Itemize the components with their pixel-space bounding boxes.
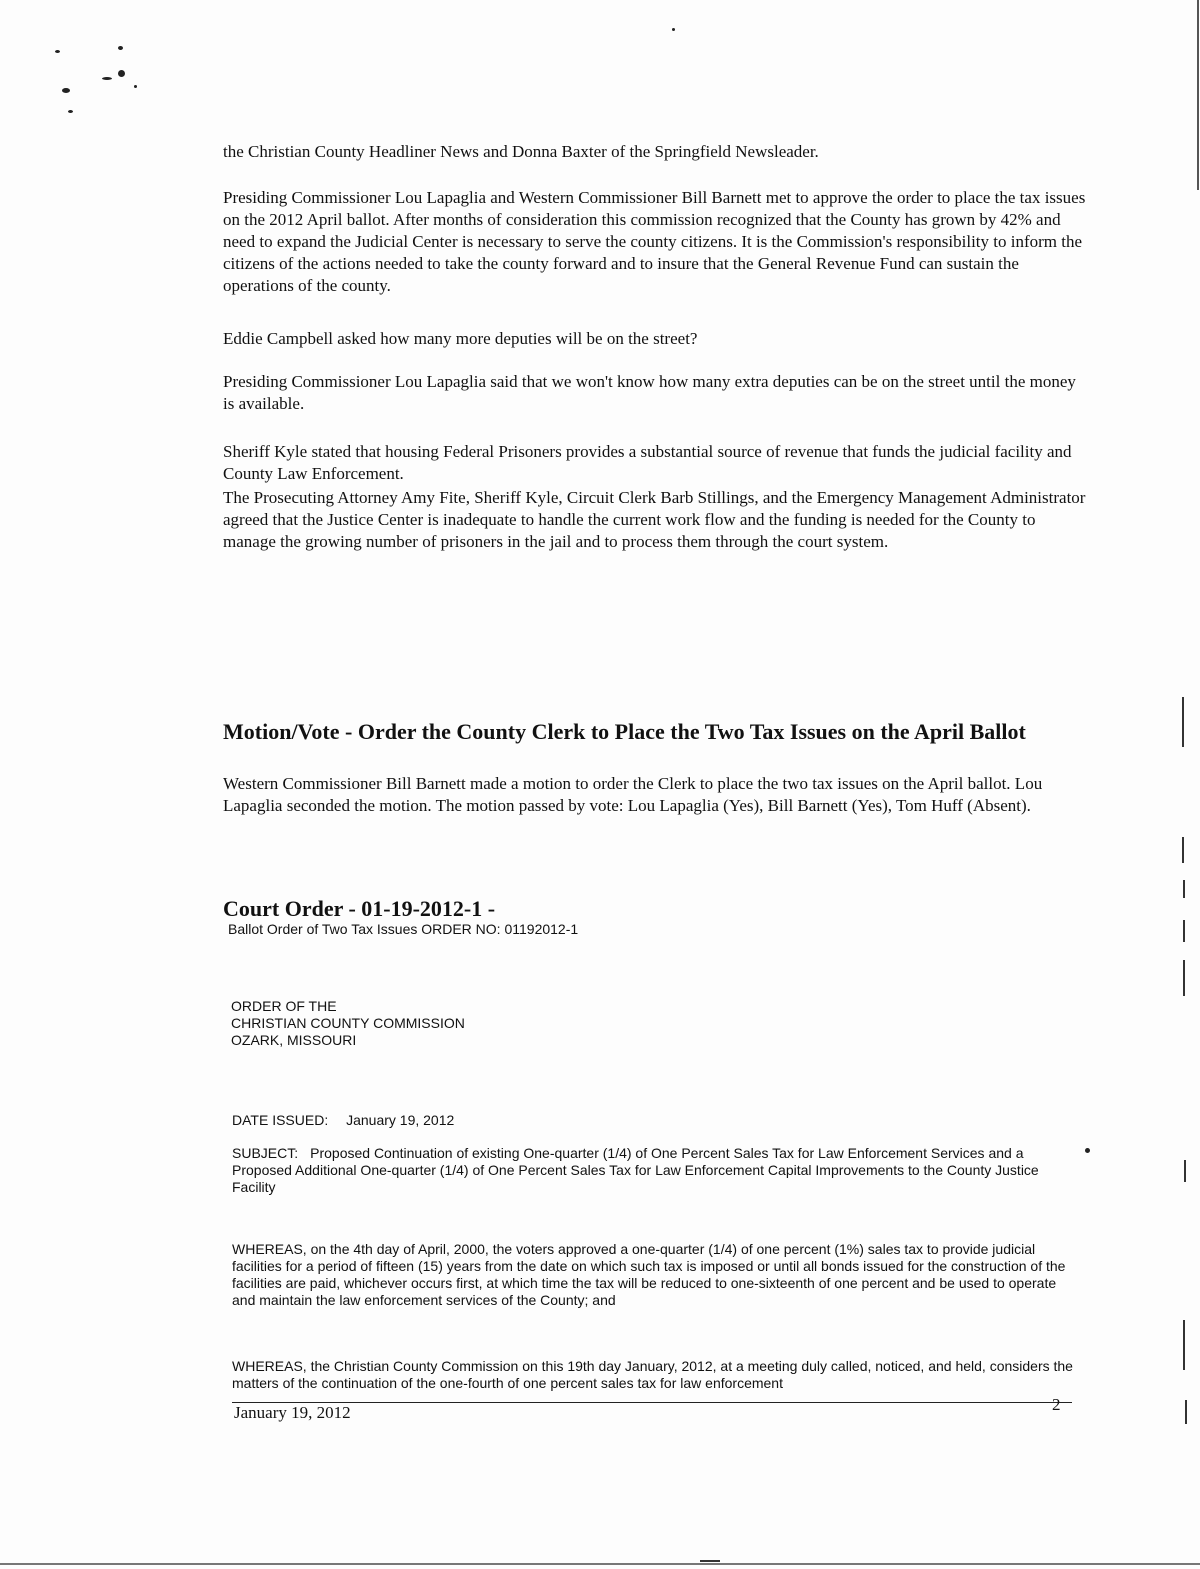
whereas-clause-1: WHEREAS, on the 4th day of April, 2000, the voters approved a one-quarter (1/4) of one percent (1%) sales tax to provide judicial facilities for a period of fifteen (15) years from the date on which such tax is imposed or until all bonds issued for the construction of the facilities are paid, whichever occurs first, at which time the tax will be reduced to one-sixteenth of one percent and be used to operate and maintain the law enforcement services of the County; and	[232, 1241, 1066, 1308]
scan-edge-bottom	[0, 1563, 1200, 1565]
scan-speck	[62, 88, 70, 93]
paragraph-lapaglia-answer: Presiding Commissioner Lou Lapaglia said that we won't know how many extra deputies can be on the street until the money is available.	[223, 372, 1076, 413]
scan-speck	[55, 50, 60, 53]
subject-row	[232, 1145, 1082, 1196]
scan-speck	[134, 85, 137, 88]
margin-mark	[700, 1560, 720, 1562]
order-header-line-3: OZARK, MISSOURI	[231, 1032, 357, 1048]
paragraph-campbell-question: Eddie Campbell asked how many more deputies will be on the street?	[223, 329, 698, 348]
margin-mark	[1183, 920, 1185, 942]
paragraph-sheriff-statement: Sheriff Kyle stated that housing Federal Prisoners provides a substantial source of revenue that funds the judicial facility and County Law Enforcement.	[223, 442, 1072, 483]
margin-mark	[1182, 837, 1184, 863]
order-header-line-1: ORDER OF THE	[231, 998, 337, 1014]
court-order-heading: Court Order - 01-19-2012-1 -	[223, 896, 496, 921]
order-header-line-2: CHRISTIAN COUNTY COMMISSION	[231, 1015, 465, 1031]
margin-mark	[1184, 1160, 1186, 1182]
scan-speck	[118, 46, 123, 50]
paragraph-press: the Christian County Headliner News and Donna Baxter of the Springfield Newsleader.	[223, 142, 819, 161]
footer-date: January 19, 2012	[234, 1403, 351, 1422]
date-issued-row	[232, 1112, 1097, 1129]
court-order-subtitle: Ballot Order of Two Tax Issues ORDER NO: 01192012-1	[228, 921, 579, 937]
motion-text: Western Commissioner Bill Barnett made a motion to order the Clerk to place the two tax issues on the April ballot. Lou Lapaglia seconded the motion. The motion passed by vote: Lou Lapaglia (Yes), Bill Barnett (Yes), Tom Huff (Absent).	[223, 774, 1043, 815]
paragraph-officials-agreement: The Prosecuting Attorney Amy Fite, Sheriff Kyle, Circuit Clerk Barb Stillings, and the Emergency Management Administrator agreed that the Justice Center is inadequate to handle the current work flow and the funding is needed for the County to manage the growing number of prisoners in the jail and to process them through the court system.	[223, 488, 1086, 551]
subject-label: SUBJECT:	[232, 1145, 299, 1161]
paragraph-commissioners-meeting: Presiding Commissioner Lou Lapaglia and Western Commissioner Bill Barnett met to approve the order to place the tax issues on the 2012 April ballot. After months of consideration this commission recognized that the County has grown by 42% and need to expand the Judicial Center is necessary to serve the county citizens. It is the Commission's responsibility to inform the citizens of the actions needed to take the county forward and to insure that the General Revenue Fund can sustain the operations of the county.	[223, 188, 1086, 295]
scan-edge-right	[1197, 0, 1199, 190]
footer-rule	[232, 1402, 1072, 1403]
subject-value: Proposed Continuation of existing One-quarter (1/4) of One Percent Sales Tax for Law Enforcement Services and a Proposed Additional One-quarter (1/4) of One Percent Sales Tax for Law Enforcement Capital Improvements to the County Justice Facility	[232, 1145, 1039, 1195]
scan-speck	[68, 110, 73, 113]
date-issued-value: January 19, 2012	[346, 1112, 455, 1128]
date-issued-label: DATE ISSUED:	[232, 1112, 329, 1128]
order-header	[231, 998, 1096, 1049]
scan-speck	[102, 77, 112, 80]
scan-speck	[1085, 1148, 1090, 1153]
motion-heading: Motion/Vote - Order the County Clerk to Place the Two Tax Issues on the April Ballot	[223, 719, 1026, 744]
margin-mark	[1183, 880, 1185, 898]
margin-mark	[1182, 697, 1184, 747]
page-number: 2	[1052, 1395, 1061, 1414]
whereas-clause-2: WHEREAS, the Christian County Commission on this 19th day January, 2012, at a meeting duly called, noticed, and held, considers the matters of the continuation of the one-fourth of one percent sales tax for law enforcement	[232, 1358, 1073, 1391]
scan-speck	[118, 70, 125, 77]
scan-speck	[672, 28, 675, 31]
margin-mark	[1185, 1400, 1187, 1424]
margin-mark	[1183, 1320, 1185, 1370]
margin-mark	[1183, 960, 1185, 996]
